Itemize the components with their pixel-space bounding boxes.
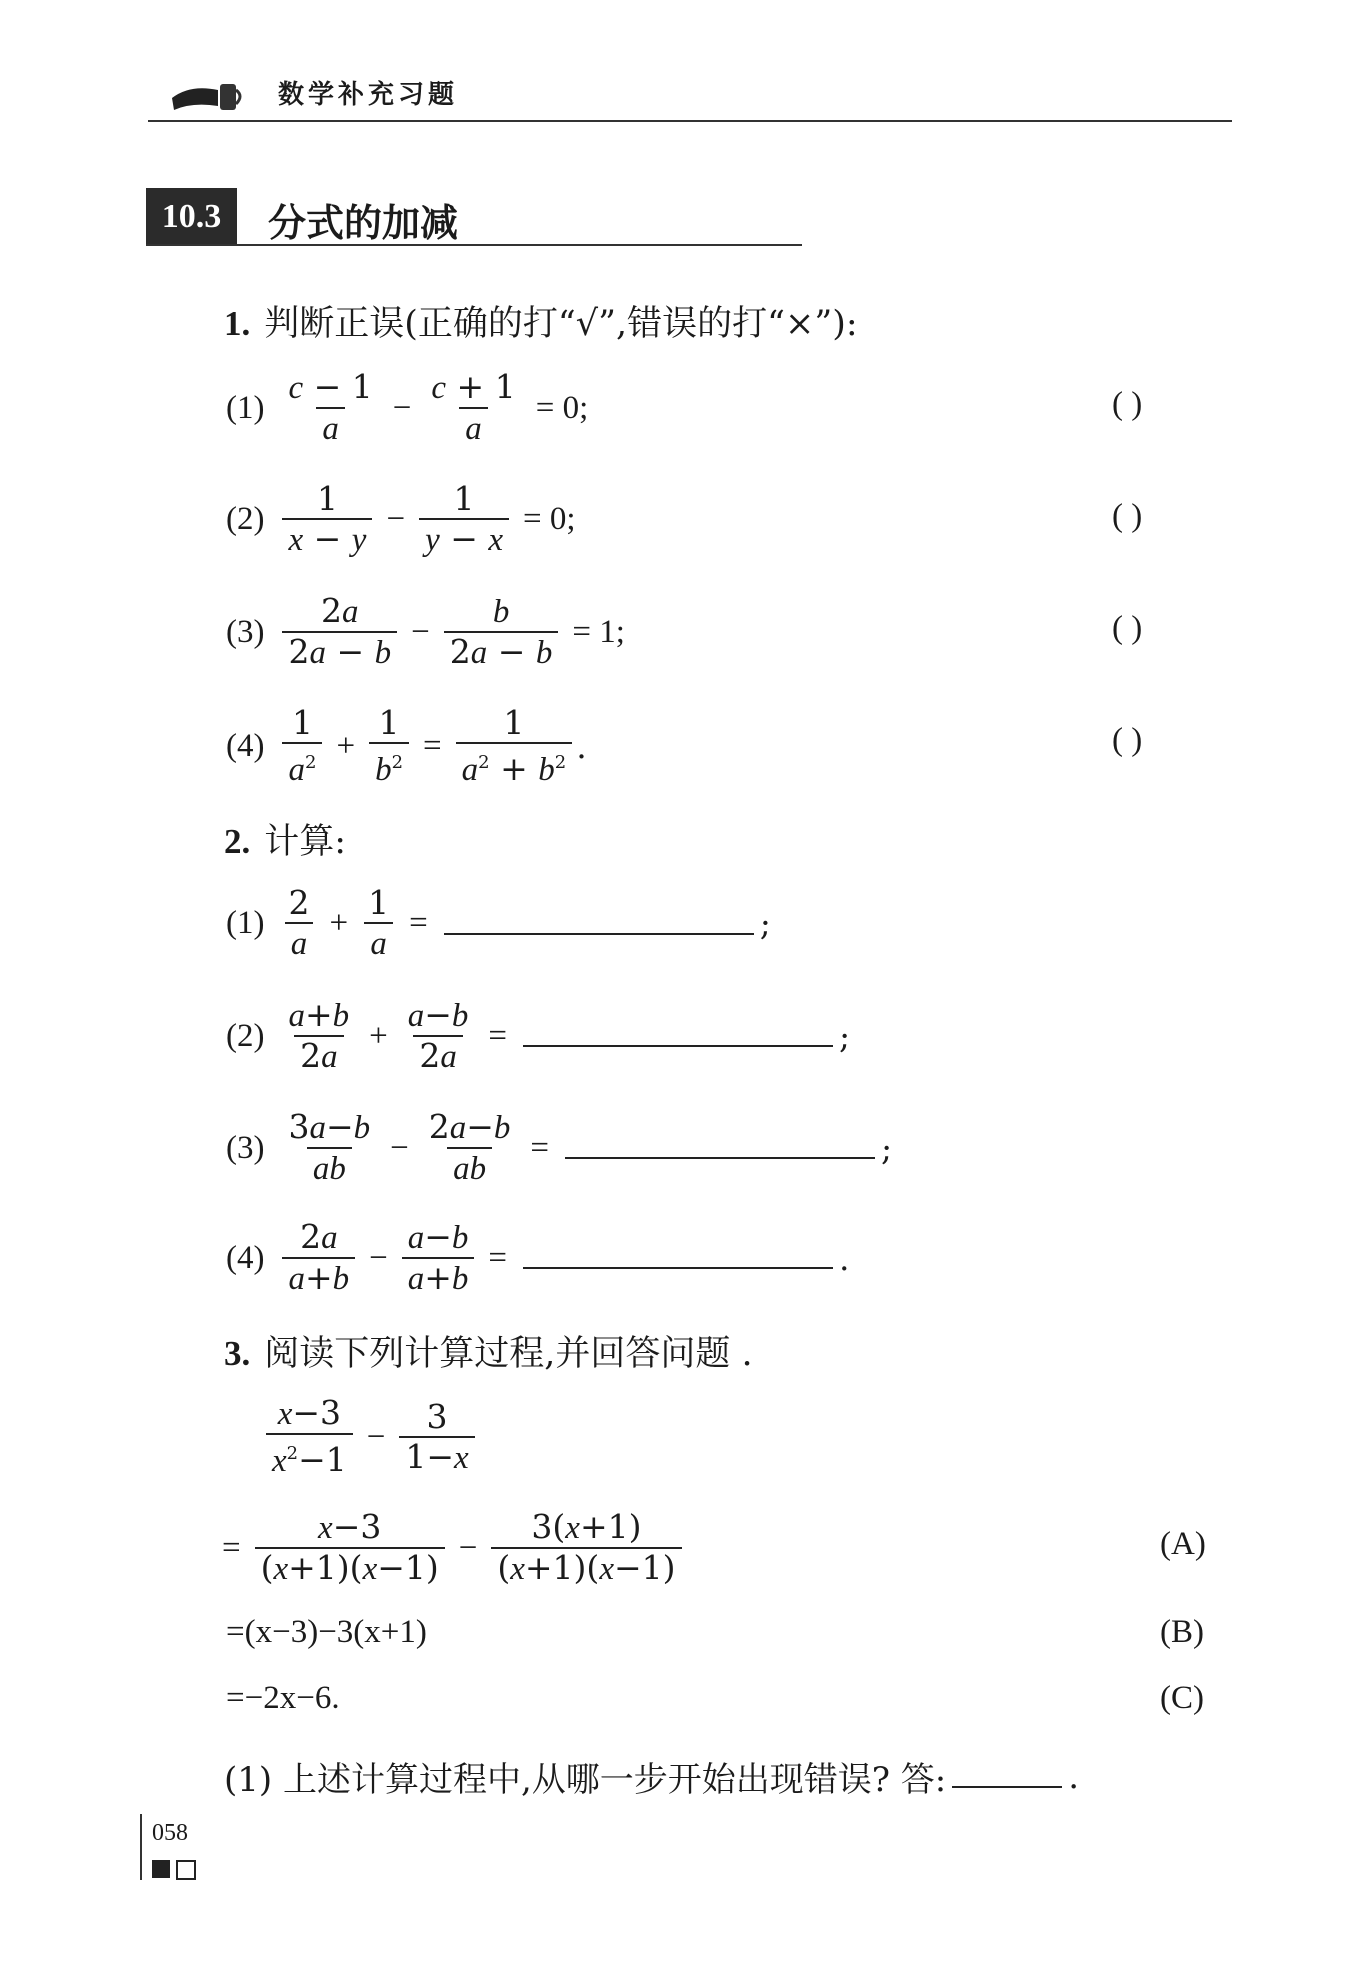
q1-item-3: (3) $\frac{2a}{2a - b}$ − $\frac{b}{2a - b}$ = 1; <box>226 591 625 671</box>
q3-step-b: =(x−3)−3(x+1) <box>226 1614 427 1650</box>
q3-step-a: = $\frac{x-3}{(x+1)(x-1)}$ − $\frac{3(x+1)}{(x+1)(x-1)}$ <box>222 1508 686 1588</box>
answer-parentheses: ( ) <box>1112 722 1143 758</box>
q2-item-2: (2) $\frac{a+b}{2a}$ + $\frac{a-b}{2a}$ = ; <box>226 995 851 1075</box>
book-cup-icon <box>170 76 246 116</box>
section-title: 分式的加减 <box>268 200 459 245</box>
question-2 <box>224 814 346 864</box>
page-header <box>148 66 1232 122</box>
question-text: 判断正误(正确的打“√”,错误的打“×”): <box>264 304 858 344</box>
q3-step-c: =−2x−6. <box>226 1680 340 1716</box>
answer-blank[interactable] <box>565 1137 875 1159</box>
step-tag-c: (C) <box>1160 1680 1204 1716</box>
question-text: 阅读下列计算过程,并回答问题 . <box>264 1334 753 1374</box>
step-tag-b: (B) <box>1160 1614 1204 1650</box>
step-tag-a: (A) <box>1160 1526 1206 1562</box>
answer-blank[interactable] <box>523 1247 833 1269</box>
answer-parentheses: ( ) <box>1112 498 1143 534</box>
q3-sub-question-1: (1) 上述计算过程中,从哪一步开始出现错误? 答: . <box>224 1756 1080 1800</box>
empty-square-icon <box>176 1860 196 1880</box>
answer-blank[interactable] <box>952 1766 1062 1788</box>
section-divider <box>146 244 802 246</box>
page-number-bar <box>140 1814 142 1880</box>
question-3 <box>224 1326 753 1376</box>
q2-item-3: (3) $\frac{3a-b}{ab}$ − $\frac{2a-b}{ab}$ = ; <box>226 1107 893 1187</box>
answer-parentheses: ( ) <box>1112 610 1143 646</box>
question-text: 计算: <box>264 822 347 862</box>
page-number: 058 <box>152 1820 188 1846</box>
question-number: 2. <box>224 822 251 861</box>
answer-parentheses: ( ) <box>1112 386 1143 422</box>
header-title: 数学补充习题 <box>278 80 459 110</box>
answer-blank[interactable] <box>523 1025 833 1047</box>
q2-item-1: (1) $\frac{2}{a}$ + $\frac{1}{a}$ = ; <box>226 883 771 962</box>
q1-item-2: (2) $\frac{1}{x - y}$ − $\frac{1}{y - x}$ = 0; <box>226 479 576 558</box>
question-1 <box>224 296 858 346</box>
filled-square-icon <box>152 1860 170 1878</box>
answer-blank[interactable] <box>444 913 754 935</box>
question-number: 3. <box>224 1334 251 1373</box>
question-number: 1. <box>224 304 251 343</box>
q1-item-1: (1) $\frac{c - 1}{a}$ − $\frac{c + 1}{a}$ = 0; <box>226 367 589 447</box>
q3-expression: $\frac{x-3}{x^2-1}$ − $\frac{3}{1-x}$ <box>262 1394 479 1480</box>
section-number: 10.3 <box>146 188 237 246</box>
q1-item-4: (4) $\frac{1}{a^2}$ + $\frac{1}{b^2}$ = $\frac{1}{a^2 + b^2}$ . <box>226 703 587 788</box>
q2-item-4: (4) $\frac{2a}{a+b}$ − $\frac{a-b}{a+b}$ = . <box>226 1217 850 1297</box>
